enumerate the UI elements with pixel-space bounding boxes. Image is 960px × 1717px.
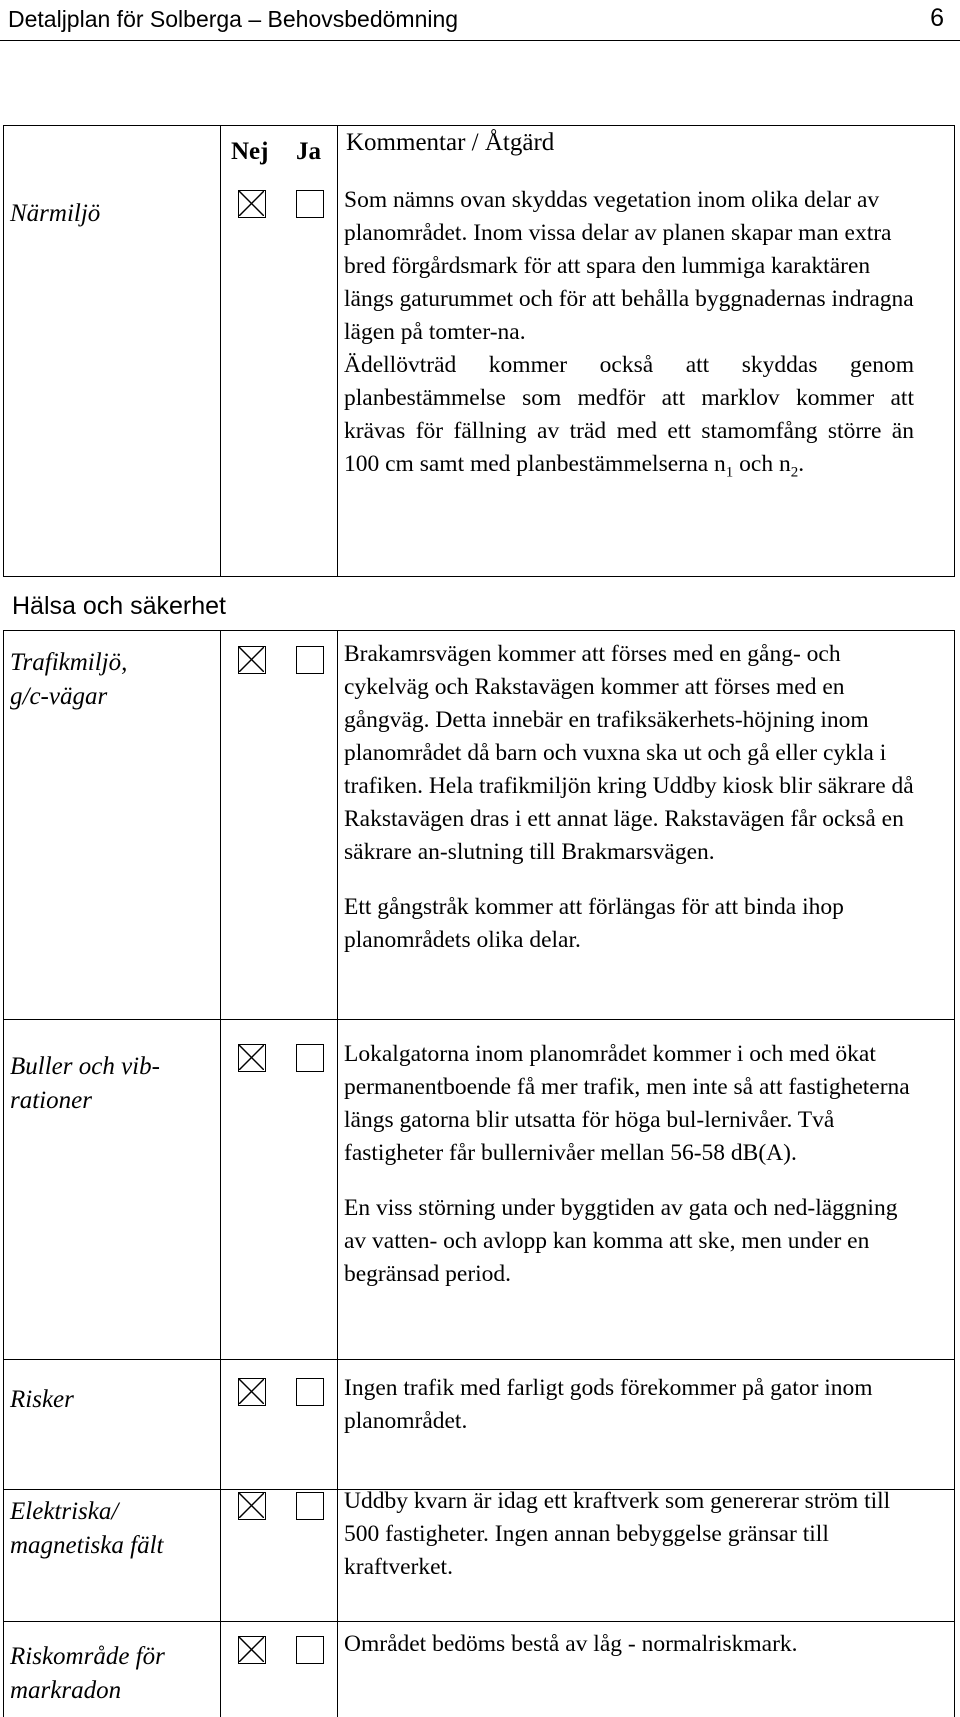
row-label-buller: Buller och vib- rationer: [10, 1053, 160, 1114]
nej-checkbox-checked[interactable]: [238, 190, 266, 218]
row-divider: [4, 1621, 954, 1622]
column-header-ja: Ja: [296, 138, 321, 165]
cross-icon: [239, 1379, 264, 1404]
cross-icon: [239, 191, 264, 216]
comment-paragraph: Lokalgatorna inom planområdet kommer i och med ökat permanentboende få mer trafik, men inte så att fastigheterna längs gatorna blir utsatta för höga bul-lernivåer. Två fastigheter får bullernivåer mellan 56-58 dB(A).: [344, 1041, 910, 1166]
comment-paragraph: Ädellövträd kommer också att skyddas genom planbestämmelse som medför att marklov kommer att krävas för fällning av träd med ett stamomfång större än 100 cm samt med planbestämmelserna $n_1$ och $n_2$.: [344, 352, 914, 481]
page-header: [0, 0, 960, 41]
comment-paragraph: Brakamrsvägen kommer att förses med en gång- och cykelväg och Rakstavägen kommer att förses med en gångväg. Detta innebär en trafiksäkerhets-höjning inom planområdet då barn och vuxna ska ut och gå eller cykla i trafiken. Hela trafikmiljön kring Uddby kiosk blir säkrare då Rakstavägen dras i ett annat läge. Rakstavägen får också en säkrare an-slutning till Brakmarsvägen.: [344, 641, 914, 865]
column-divider: [337, 631, 338, 1717]
ja-checkbox[interactable]: [296, 646, 324, 674]
row-label-risker: Risker: [10, 1386, 74, 1413]
comment-text: [344, 184, 914, 490]
ja-checkbox[interactable]: [296, 190, 324, 218]
comment-text: Uddby kvarn är idag ett kraftverk som genererar ström till 500 fastigheter. Ingen annan bebyggelse gränsar till kraftverket.: [344, 1488, 891, 1580]
comment-paragraph: Ett gångstråk kommer att förlängas för att binda ihop planområdets olika delar.: [344, 894, 844, 953]
column-header-kommentar: Kommentar / Åtgärd: [346, 129, 555, 156]
row-label-trafikmiljo: Trafikmiljö, g/c-vägar: [10, 649, 128, 710]
ja-checkbox[interactable]: [296, 1378, 324, 1406]
nej-checkbox-checked[interactable]: [238, 1378, 266, 1406]
nej-checkbox-checked[interactable]: [238, 1636, 266, 1664]
comment-text: Området bedöms bestå av låg - normalriskmark.: [344, 1631, 798, 1657]
row-divider: [4, 1359, 954, 1360]
ja-checkbox[interactable]: [296, 1636, 324, 1664]
ja-checkbox[interactable]: [296, 1044, 324, 1072]
cross-icon: [239, 647, 264, 672]
row-label-narmiljo: Närmiljö: [10, 200, 101, 227]
document-title: Detaljplan för Solberga – Behovsbedömning: [8, 6, 459, 32]
comment-text: Ingen trafik med farligt gods förekommer på gator inom planområdet.: [344, 1375, 873, 1434]
nej-checkbox-checked[interactable]: [238, 646, 266, 674]
comment-paragraph: Som nämns ovan skyddas vegetation inom olika delar av planområdet. Inom vissa delar av planen skapar man extra bred förgårdsmark för att spara den lummiga karaktären längs gaturummet och för att behålla byggnadernas indragna lägen på tomter-na.: [344, 187, 914, 345]
column-divider: [220, 631, 221, 1717]
column-header-nej: Nej: [231, 138, 269, 165]
comment-text: [344, 1038, 924, 1291]
comment-paragraph: En viss störning under byggtiden av gata och ned-läggning av vatten- och avlopp kan komma att ske, men under en begränsad period.: [344, 1195, 898, 1287]
row-label-elektriska: Elektriska/ magnetiska fält: [10, 1498, 164, 1559]
comment-text: [344, 638, 924, 957]
cross-icon: [239, 1493, 264, 1518]
column-divider: [337, 126, 338, 576]
row-label-riskomrade: Riskområde för markradon: [10, 1643, 165, 1704]
cross-icon: [239, 1637, 264, 1662]
ja-checkbox[interactable]: [296, 1492, 324, 1520]
section-title: Hälsa och säkerhet: [12, 592, 227, 620]
page-number: 6: [930, 4, 944, 32]
nej-checkbox-checked[interactable]: [238, 1492, 266, 1520]
cross-icon: [239, 1045, 264, 1070]
row-divider: [4, 1019, 954, 1020]
nej-checkbox-checked[interactable]: [238, 1044, 266, 1072]
column-divider: [220, 126, 221, 576]
